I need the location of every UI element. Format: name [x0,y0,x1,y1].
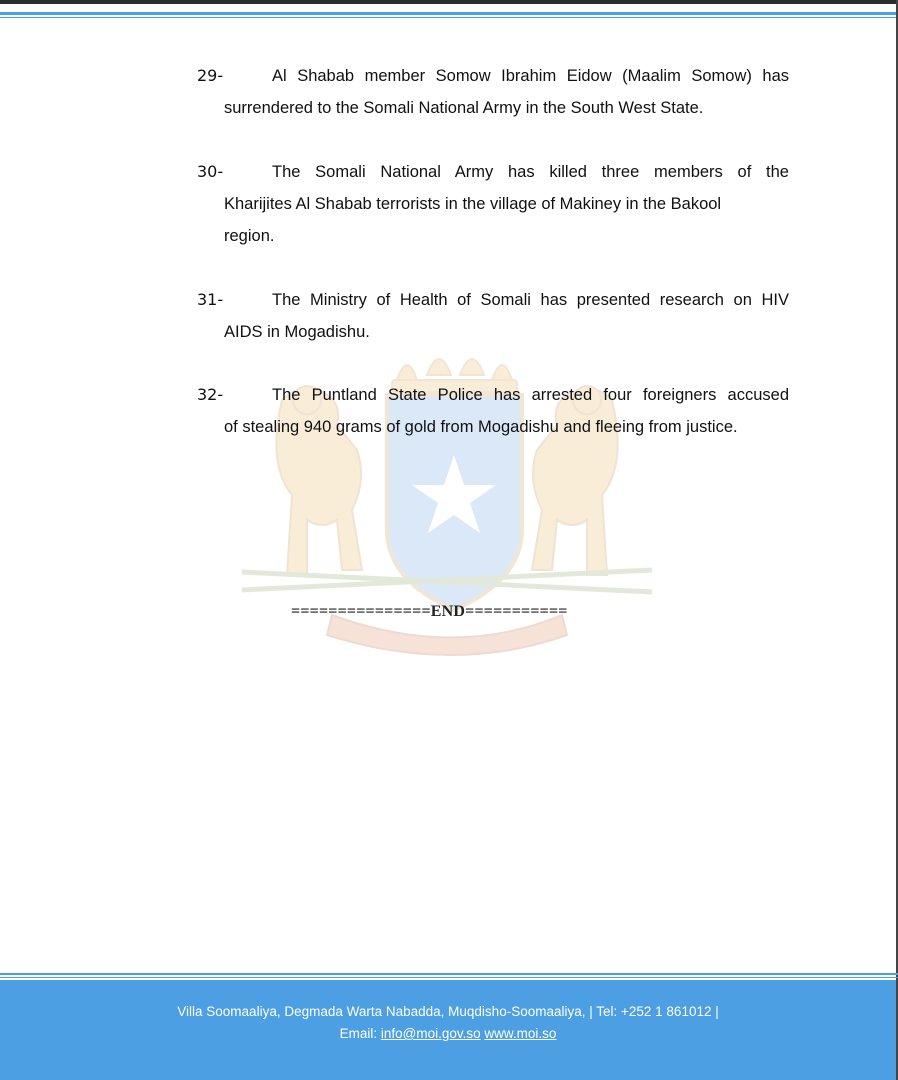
item-number: 29- [197,66,224,85]
end-marker: ===============END=========== [291,603,568,620]
item-text-line: region. [224,227,275,245]
item-text-line: surrendered to the Somali National Army in the South West State. [224,99,704,117]
header-rule [0,12,898,15]
item-number: 32- [197,385,224,404]
item-text-line: AIDS in Mogadishu. [224,323,370,341]
news-item [197,156,789,252]
item-text-line: Kharijites Al Shabab terrorists in the village of Makiney in the Bakool [224,195,722,213]
footer [0,980,896,1080]
footer-contact [0,1026,896,1041]
item-text-line: of stealing 940 grams of gold from Mogadishu and fleeing from justice. [224,418,738,436]
news-item [197,284,789,348]
footer-rule [0,973,898,975]
news-item [197,60,789,124]
item-text-line: The Ministry of Health of Somali has presented research on HIV [272,291,789,309]
item-number: 30- [197,162,224,181]
item-text-line: The Somali National Army has killed three members of the [272,163,789,181]
header-rule-thin [0,17,898,18]
email-label: Email: [339,1026,378,1041]
footer-rule-thin [0,977,898,978]
top-border [0,0,898,4]
item-text-line: Al Shabab member Somow Ibrahim Eidow (Maalim Somow) has [272,67,789,85]
website-link[interactable]: www.moi.so [484,1026,557,1041]
item-number: 31- [197,290,224,309]
news-item [197,379,789,443]
footer-address: Villa Soomaaliya, Degmada Warta Nabadda, Muqdisho-Soomaaliya, | Tel: +252 1 861012 | [177,1004,719,1019]
email-link[interactable]: info@moi.gov.so [380,1026,481,1041]
item-text-line: The Puntland State Police has arrested four foreigners accused [272,386,789,404]
